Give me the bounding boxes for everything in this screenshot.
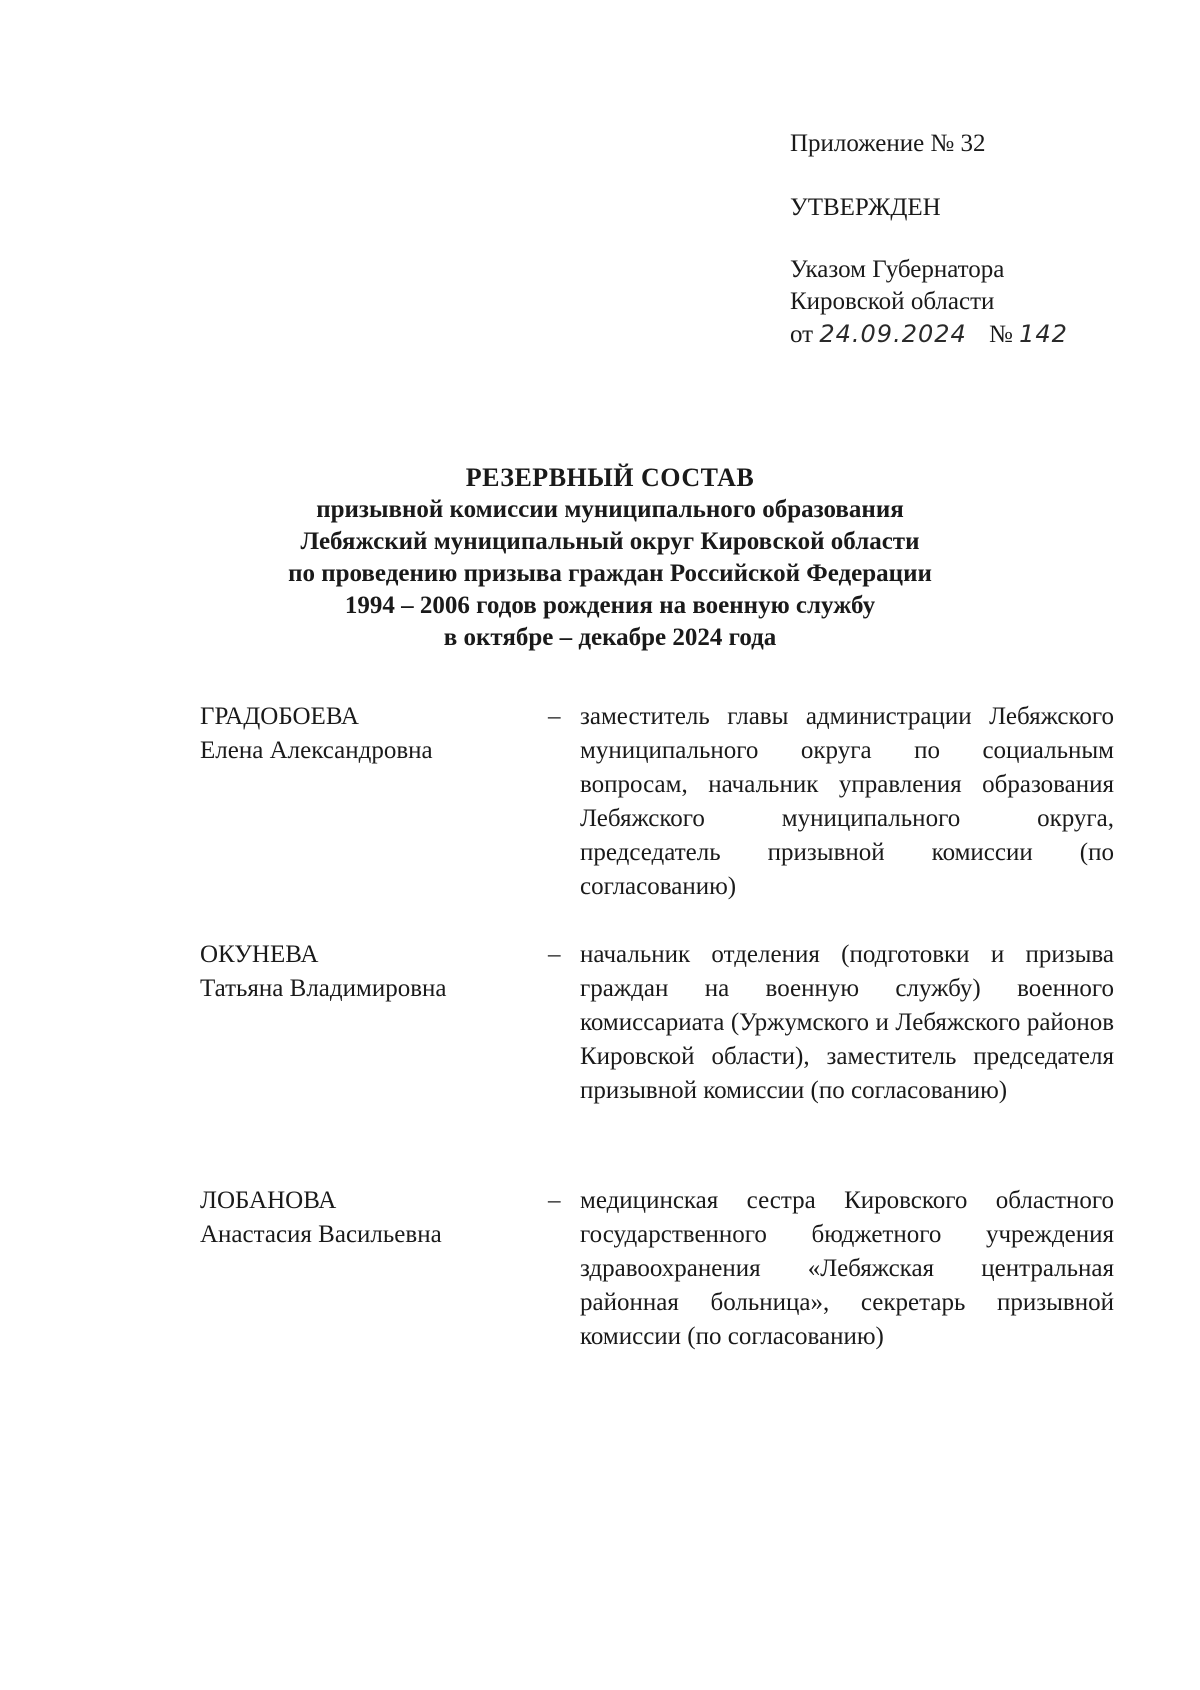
title-line-4: по проведению призыва граждан Российской Федерации [288, 560, 932, 587]
document-title [200, 462, 1020, 654]
handwritten-date: 24.09.2024 [819, 320, 967, 348]
member-role: заместитель главы администрации Лебяжского муниципального округа по социальным вопросам, начальник управления образования Лебяжского муниципального округа, председатель призывной комиссии (по согласованию) [580, 703, 1114, 900]
member-dash: – [548, 1187, 561, 1214]
member-given-names: Анастасия Васильевна [200, 1221, 442, 1248]
member-dash: – [548, 941, 561, 968]
member-given-names: Татьяна Владимировна [200, 975, 447, 1002]
member-name [200, 700, 520, 768]
member-surname: ОКУНЕВА [200, 941, 319, 968]
decree-line-2: Кировской области [790, 288, 995, 315]
member-name [200, 938, 520, 1006]
handwritten-number: 142 [1019, 320, 1068, 348]
date-prefix: от [790, 321, 814, 348]
member-surname: ЛОБАНОВА [200, 1187, 337, 1214]
number-prefix: № [989, 321, 1013, 348]
member-dash: – [548, 703, 561, 730]
title-line-2: призывной комиссии муниципального образования [316, 496, 904, 523]
title-line-6: в октябре – декабре 2024 года [443, 624, 777, 651]
approval-block [790, 128, 1068, 351]
member-given-names: Елена Александровна [200, 737, 433, 764]
title-line-5: 1994 – 2006 годов рождения на военную службу [344, 592, 876, 619]
decree-line-1: Указом Губернатора [790, 256, 1005, 283]
member-name [200, 1184, 520, 1252]
member-surname: ГРАДОБОЕВА [200, 703, 359, 730]
member-role: начальник отделения (подготовки и призыва граждан на военную службу) военного комиссариата (Уржумского и Лебяжского районов Кировской области), заместитель председателя призывной комиссии (по согласованию) [580, 941, 1114, 1104]
decree-date-line [790, 318, 1068, 351]
title-line-1: РЕЗЕРВНЫЙ СОСТАВ [465, 463, 755, 492]
title-line-3: Лебяжский муниципальный округ Кировской области [300, 528, 920, 555]
member-role: медицинская сестра Кировского областного государственного бюджетного учреждения здравоохранения «Лебяжская центральная районная больница», секретарь призывной комиссии (по согласованию) [580, 1187, 1114, 1350]
appendix-label: Приложение № 32 [790, 130, 986, 157]
approved-stamp-text: УТВЕРЖДЕН [790, 194, 941, 221]
